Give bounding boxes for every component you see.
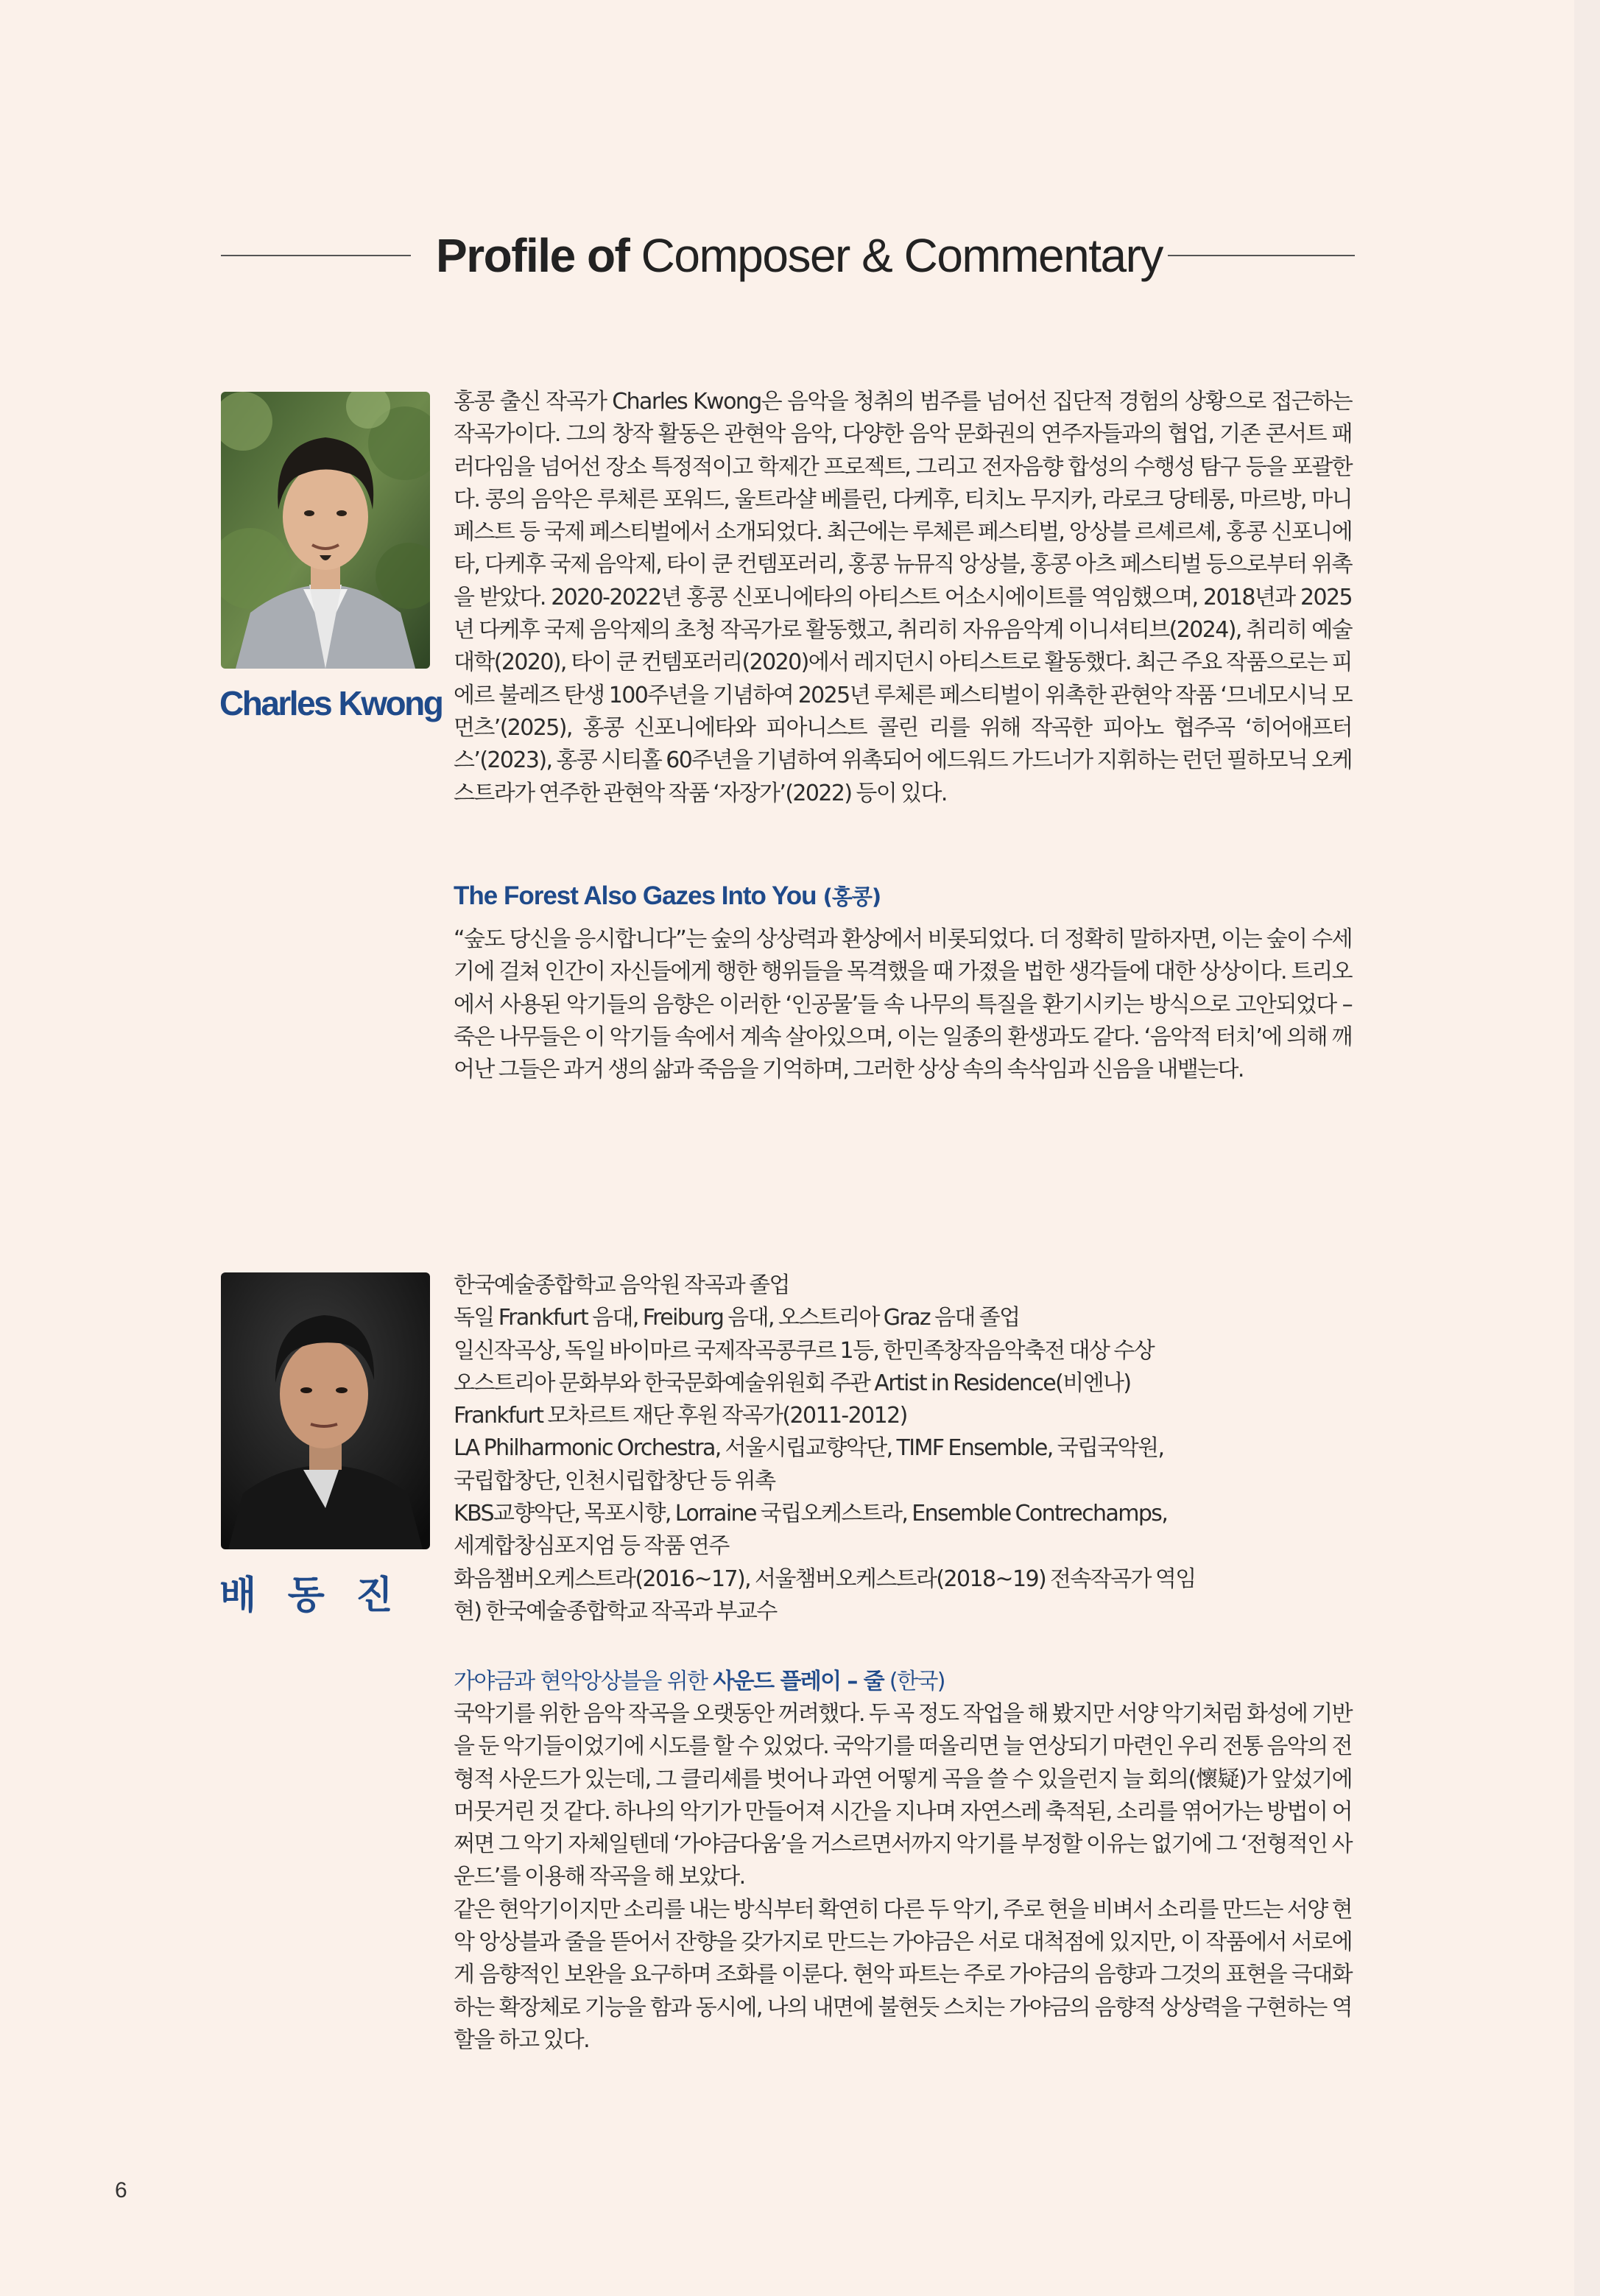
work-title bbox=[454, 881, 881, 911]
composer-name: Charles Kwong bbox=[219, 684, 443, 722]
bio-line: 화음챔버오케스트라(2016~17), 서울챔버오케스트라(2018~19) 전속작곡가 역임 bbox=[454, 1566, 1196, 1592]
work-title-prefix: 가야금과 현악앙상블을 위한 bbox=[454, 1669, 713, 1694]
bio-line: 한국예술종합학교 음악원 작곡과 졸업 bbox=[454, 1272, 789, 1298]
bio-line: Frankfurt 모차르트 재단 후원 작곡가(2011-2012) bbox=[454, 1403, 907, 1429]
composer-photo-charles-kwong bbox=[221, 392, 430, 669]
composer-name: 배 동 진 bbox=[219, 1574, 403, 1617]
composer-bio bbox=[454, 386, 1352, 810]
bio-line: 현) 한국예술종합학교 작곡과 부교수 bbox=[454, 1598, 777, 1624]
page-title bbox=[436, 215, 1163, 296]
composer-photo-bae-dongjin bbox=[221, 1272, 430, 1549]
bio-line: 독일 Frankfurt 음대, Freiburg 음대, 오스트리아 Graz 음대 졸업 bbox=[454, 1305, 1020, 1331]
composer-bio bbox=[454, 1270, 1352, 1628]
work-origin: (한국) bbox=[883, 1669, 945, 1694]
header-rule-left bbox=[221, 255, 411, 256]
page-header bbox=[221, 215, 1355, 296]
bio-line: 오스트리아 문화부와 한국문화예술위원회 주관 Artist in Residence(비엔나) bbox=[454, 1370, 1131, 1396]
page-edge-strip bbox=[1574, 0, 1600, 2296]
work-title-text: The Forest Also Gazes Into You bbox=[454, 881, 817, 910]
work-description-paragraph-2: 같은 현악기이지만 소리를 내는 방식부터 확연히 다른 두 악기, 주로 현을 비벼서 소리를 만드는 서양 현악 앙상블과 줄을 뜯어서 잔향을 갖가지로 만드는 가야금은 서로 대척점에 있지만, 이 작품에서 서로에게 음향적인 보완을 요구하며 조화를 이룬다. 현악 파트는 주로 가야금의 음향과 그것의 표현을 극대화하는 확장체로 기능을 함과 동시에, 나의 내면에 불현듯 스치는 가야금의 음향적 상상력을 구현하는 역할을 하고 있다. bbox=[454, 1896, 1352, 2053]
work-title bbox=[454, 1663, 945, 1695]
bio-line: KBS교향악단, 목포시향, Lorraine 국립오케스트라, Ensemble Contrechamps, bbox=[454, 1501, 1168, 1527]
bio-line: LA Philharmonic Orchestra, 서울시립교향악단, TIMF Ensemble, 국립국악원, bbox=[454, 1435, 1164, 1462]
work-origin: (홍콩) bbox=[816, 884, 881, 909]
work-title-text: 사운드 플레이 – 줄 bbox=[713, 1669, 884, 1694]
header-rule-right bbox=[1168, 255, 1355, 256]
page-title-bold: Profile of bbox=[436, 229, 630, 282]
page-number: 6 bbox=[115, 2178, 127, 2202]
work-description bbox=[454, 1698, 1352, 2057]
composer-bio-text: 홍콩 출신 작곡가 Charles Kwong은 음악을 청취의 범주를 넘어선 집단적 경험의 상황으로 접근하는 작곡가이다. 그의 창작 활동은 관현악 음악, 다양한 음악 문화권의 연주자들과의 협업, 기존 콘서트 패러다임을 넘어선 장소 특정적이고 학제간 프로젝트, 그리고 전자음향 합성의 수행성 탐구 등을 포괄한다. 콩의 음악은 루체른 포워드, 울트라샬 베를린, 다케후, 티치노 무지카, 라로크 당테롱, 마르방, 마니페스트 등 국제 페스티벌에서 소개되었다. 최근에는 루체른 페스티벌, 앙상블 르셰르셰, 홍콩 신포니에타, 다케후 국제 음악제, 타이 쿤 컨템포러리, 홍콩 뉴뮤직 앙상블, 홍콩 아츠 페스티벌 등으로부터 위촉을 받았다. 2020-2022년 홍콩 신포니에타의 아티스트 어소시에이트를 역임했으며, 2018년과 2025년 다케후 국제 음악제의 초청 작곡가로 활동했고, 취리히 자유음악계 이니셔티브(2024), 취리히 예술대학(2020), 타이 쿤 컨템포러리(2020)에서 레지던시 아티스트로 활동했다. 최근 주요 작품으로는 피에르 불레즈 탄생 100주년을 기념하여 2025년 루체른 페스티벌이 위촉한 관현악 작품 ‘므네모시닉 모먼츠’(2025), 홍콩 신포니에타와 피아니스트 콜린 리를 위해 작곡한 피아노 협주곡 ‘히어애프터스’(2023), 홍콩 시티홀 60주년을 기념하여 위촉되어 에드워드 가드너가 지휘하는 런던 필하모닉 오케스트라가 연주한 관현악 작품 ‘자장가’(2022) 등이 있다. bbox=[454, 389, 1352, 806]
work-description-paragraph-1: 국악기를 위한 음악 작곡을 오랫동안 꺼려했다. 두 곡 정도 작업을 해 봤지만 서양 악기처럼 화성에 기반을 둔 악기들이었기에 시도를 할 수 있었다. 국악기를 떠올리면 늘 연상되기 마련인 우리 전통 음악의 전형적 사운드가 있는데, 그 클리셰를 벗어나 과연 어떻게 곡을 쓸 수 있을런지 늘 회의(懷疑)가 앞섰기에 머뭇거린 것 같다. 하나의 악기가 만들어져 시간을 지나며 자연스레 축적된, 소리를 엮어가는 방법이 어쩌면 그 악기 자체일텐데 ‘가야금다움’을 거스르면서까지 악기를 부정할 이유는 없기에 그 ‘전형적인 사운드’를 이용해 작곡을 해 보았다. bbox=[454, 1701, 1352, 1890]
bio-line: 국립합창단, 인천시립합창단 등 위촉 bbox=[454, 1468, 775, 1494]
bio-line: 일신작곡상, 독일 바이마르 국제작곡콩쿠르 1등, 한민족창작음악축전 대상 수상 bbox=[454, 1337, 1155, 1364]
bio-line: 세계합창심포지엄 등 작품 연주 bbox=[454, 1533, 729, 1560]
page-title-rest: Composer & Commentary bbox=[629, 229, 1163, 282]
work-description-text: “숲도 당신을 응시합니다”는 숲의 상상력과 환상에서 비롯되었다. 더 정확히 말하자면, 이는 숲이 수세기에 걸쳐 인간이 자신들에게 행한 행위들을 목격했을 때 가졌을 법한 생각들에 대한 상상이다. 트리오에서 사용된 악기들의 음향은 이러한 ‘인공물’들 속 나무의 특질을 환기시키는 방식으로 고안되었다 – 죽은 나무들은 이 악기들 속에서 계속 살아있으며, 이는 일종의 환생과도 같다. ‘음악적 터치’에 의해 깨어난 그들은 과거 생의 삶과 죽음을 기억하며, 그러한 상상 속의 속삭임과 신음을 내뱉는다. bbox=[454, 926, 1352, 1083]
work-description bbox=[454, 923, 1352, 1086]
